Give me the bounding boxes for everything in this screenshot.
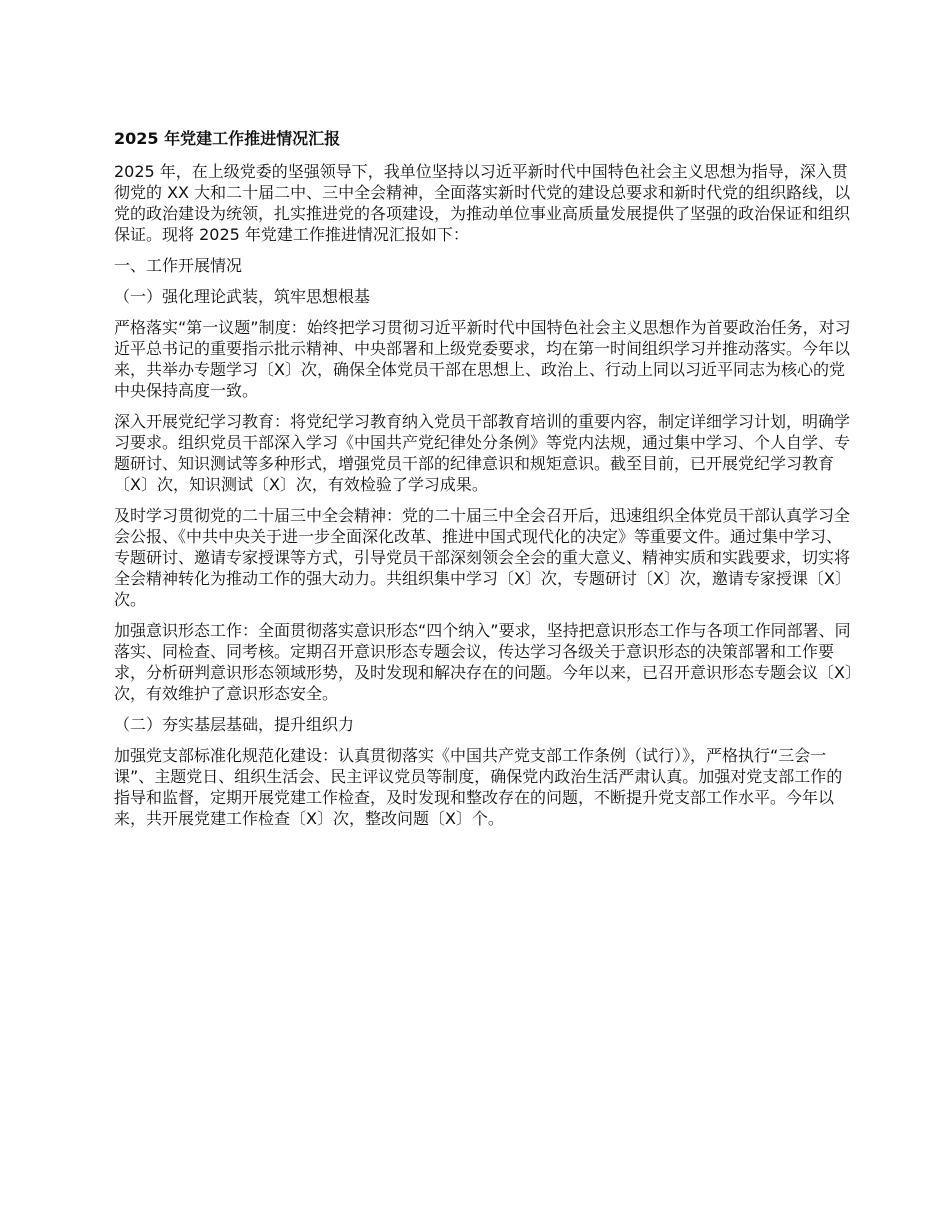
- document-title: 2025 年党建工作推进情况汇报: [114, 129, 341, 148]
- paragraph-first-topic-system: 严格落实“第一议题”制度：始终把学习贯彻习近平新时代中国特色社会主义思想作为首要政治任务，对习近平总书记的重要指示批示精神、中央部署和上级党委要求，均在第一时间组织学习并推动落实。今年以来，共举办专题学习〔X〕次，确保全体党员干部在思想上、政治上、行动上同以习近平同志为核心的党中央保持高度一致。: [114, 318, 851, 400]
- section-heading-work-progress: 一、工作开展情况: [114, 256, 243, 275]
- intro-paragraph: 2025 年，在上级党委的坚强领导下，我单位坚持以习近平新时代中国特色社会主义思想为指导，深入贯彻党的 XX 大和二十届二中、三中全会精神，全面落实新时代党的建设总要求和新时代党的组织路线，以党的政治建设为统领，扎实推进党的各项建设，为推动单位事业高质量发展提供了坚强的政治保证和组织保证。现将 2025 年党建工作推进情况汇报如下：: [114, 162, 851, 244]
- document-page: [114, 128, 854, 839]
- paragraph-ideology-work: 加强意识形态工作：全面贯彻落实意识形态“四个纳入”要求，坚持把意识形态工作与各项工作同部署、同落实、同检查、同考核。定期召开意识形态专题会议，传达学习各级关于意识形态的决策部署和工作要求，分析研判意识形态领域形势，及时发现和解决存在的问题。今年以来，已召开意识形态专题会议〔X〕次，有效维护了意识形态安全。: [114, 621, 853, 703]
- subsection-heading-grassroots: （二）夯实基层基础，提升组织力: [114, 715, 355, 734]
- paragraph-discipline-education: 深入开展党纪学习教育：将党纪学习教育纳入党员干部教育培训的重要内容，制定详细学习计划，明确学习要求。组织党员干部深入学习《中国共产党纪律处分条例》等党内法规，通过集中学习、个人自学、专题研讨、知识测试等多种形式，增强党员干部的纪律意识和规矩意识。截至目前，已开展党纪学习教育〔X〕次，知识测试〔X〕次，有效检验了学习成果。: [114, 412, 851, 494]
- paragraph-third-plenum-study: 及时学习贯彻党的二十届三中全会精神：党的二十届三中全会召开后，迅速组织全体党员干部认真学习全会公报、《中共中央关于进一步全面深化改革、推进中国式现代化的决定》等重要文件。通过集中学习、专题研讨、邀请专家授课等方式，引导党员干部深刻领会全会的重大意义、精神实质和实践要求，切实将全会精神转化为推动工作的强大动力。共组织集中学习〔X〕次，专题研讨〔X〕次，邀请专家授课〔X〕次。: [114, 506, 851, 609]
- subsection-heading-theory: （一）强化理论武装，筑牢思想根基: [114, 287, 371, 306]
- paragraph-branch-standardization: 加强党支部标准化规范化建设：认真贯彻落实《中国共产党支部工作条例（试行）》，严格执行“三会一课”、主题党日、组织生活会、民主评议党员等制度，确保党内政治生活严肃认真。加强对党支部工作的指导和监督，定期开展党建工作检查，及时发现和整改存在的问题，不断提升党支部工作水平。今年以来，共开展党建工作检查〔X〕次，整改问题〔X〕个。: [114, 746, 843, 828]
